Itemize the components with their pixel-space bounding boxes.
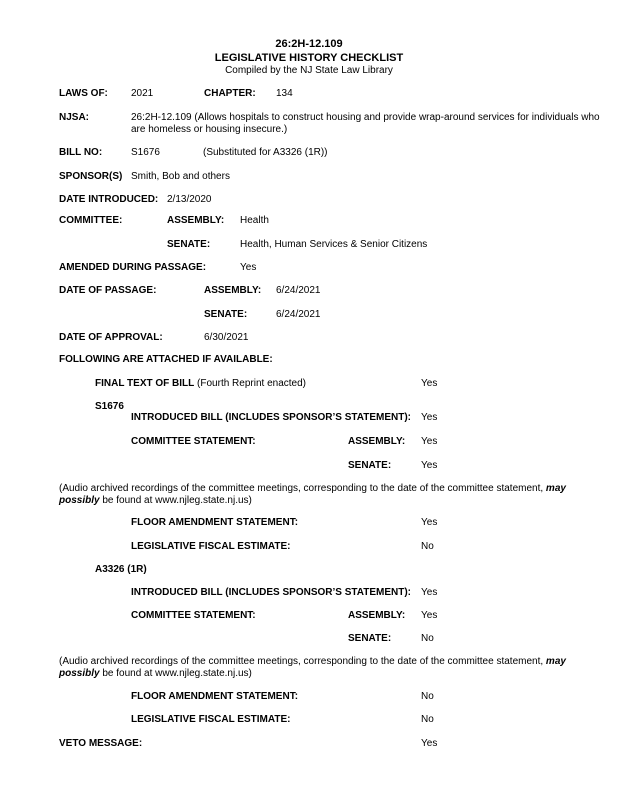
s-introduced-label: INTRODUCED BILL (INCLUDES SPONSOR’S STATEMENT): [131, 412, 411, 423]
a-assembly-label: ASSEMBLY: [348, 610, 406, 621]
veto-message-value: Yes [421, 738, 438, 749]
s-assembly-label: ASSEMBLY: [348, 436, 406, 447]
chapter-value: 134 [276, 88, 293, 99]
njsa-value: 26:2H-12.109 (Allows hospitals to construct housing and provide wrap-around services for individuals who are homeless or housing insecure.) [131, 112, 600, 135]
passage-senate-value: 6/24/2021 [276, 309, 321, 320]
a-bill-heading: A3326 (1R) [95, 564, 147, 575]
compiled-by-note: Compiled by the NJ State Law Library [225, 65, 393, 76]
s-committee-statement-label: COMMITTEE STATEMENT: [131, 436, 256, 447]
njsa-label: NJSA: [59, 112, 90, 123]
s-introduced-value: Yes [421, 412, 438, 423]
bill-no-label: BILL NO: [59, 147, 103, 158]
document-number: 26:2H-12.109 [275, 38, 343, 50]
s-senate-label: SENATE: [348, 460, 392, 471]
veto-message-label: VETO MESSAGE: [59, 738, 143, 749]
a-assembly-value: Yes [421, 610, 438, 621]
attached-heading: FOLLOWING ARE ATTACHED IF AVAILABLE: [59, 354, 273, 365]
s-floor-amendment-label: FLOOR AMENDMENT STATEMENT: [131, 517, 299, 528]
bill-no-value: S1676 [131, 147, 160, 158]
a-floor-amendment-value: No [421, 691, 434, 702]
a-fiscal-estimate-value: No [421, 714, 434, 725]
bill-substitution-note: (Substituted for A3326 (1R)) [203, 147, 328, 158]
s-audio-note-emphasis: may possibly [59, 483, 566, 506]
a-fiscal-estimate-label: LEGISLATIVE FISCAL ESTIMATE: [131, 714, 291, 725]
s-assembly-value: Yes [421, 436, 438, 447]
s-bill-heading: S1676 [95, 401, 124, 412]
date-introduced-label: DATE INTRODUCED: [59, 194, 159, 205]
laws-of-label: LAWS OF: [59, 88, 108, 99]
document-title: LEGISLATIVE HISTORY CHECKLIST [214, 52, 404, 64]
amended-value: Yes [240, 262, 257, 273]
s-fiscal-estimate-label: LEGISLATIVE FISCAL ESTIMATE: [131, 541, 291, 552]
s-audio-note-tail: be found at www.njleg.state.nj.us) [99, 495, 252, 506]
amended-label: AMENDED DURING PASSAGE: [59, 262, 207, 273]
passage-senate-label: SENATE: [204, 309, 248, 320]
passage-assembly-label: ASSEMBLY: [204, 285, 262, 296]
committee-assembly-value: Health [240, 215, 269, 226]
date-of-approval-label: DATE OF APPROVAL: [59, 332, 163, 343]
committee-senate-value: Health, Human Services & Senior Citizens [240, 239, 428, 250]
s-senate-value: Yes [421, 460, 438, 471]
s-fiscal-estimate-value: No [421, 541, 434, 552]
a-senate-label: SENATE: [348, 633, 392, 644]
a-senate-value: No [421, 633, 434, 644]
committee-label: COMMITTEE: [59, 215, 123, 226]
date-of-approval-value: 6/30/2021 [204, 332, 249, 343]
sponsors-value: Smith, Bob and others [131, 171, 230, 182]
sponsors-label: SPONSOR(S) [59, 171, 123, 182]
s-audio-note-text: (Audio archived recordings of the committee meetings, corresponding to the date of the committee statement, [59, 483, 546, 494]
final-text-label: FINAL TEXT OF BILL [95, 378, 195, 389]
s-audio-note [59, 483, 604, 507]
laws-of-value: 2021 [131, 88, 154, 99]
committee-senate-label: SENATE: [167, 239, 211, 250]
chapter-label: CHAPTER: [204, 88, 256, 99]
a-audio-note-text: (Audio archived recordings of the committee meetings, corresponding to the date of the committee statement, [59, 656, 546, 667]
a-audio-note [59, 656, 604, 680]
a-committee-statement-label: COMMITTEE STATEMENT: [131, 610, 256, 621]
s-floor-amendment-value: Yes [421, 517, 438, 528]
committee-assembly-label: ASSEMBLY: [167, 215, 225, 226]
passage-assembly-value: 6/24/2021 [276, 285, 321, 296]
final-text-value: Yes [421, 378, 438, 389]
final-text-note: (Fourth Reprint enacted) [197, 378, 306, 389]
a-audio-note-emphasis: may possibly [59, 656, 566, 679]
a-floor-amendment-label: FLOOR AMENDMENT STATEMENT: [131, 691, 299, 702]
date-of-passage-label: DATE OF PASSAGE: [59, 285, 157, 296]
date-introduced-value: 2/13/2020 [167, 194, 212, 205]
a-introduced-value: Yes [421, 587, 438, 598]
final-text-row [95, 378, 306, 390]
a-audio-note-tail: be found at www.njleg.state.nj.us) [99, 668, 252, 679]
a-introduced-label: INTRODUCED BILL (INCLUDES SPONSOR’S STATEMENT): [131, 587, 411, 598]
